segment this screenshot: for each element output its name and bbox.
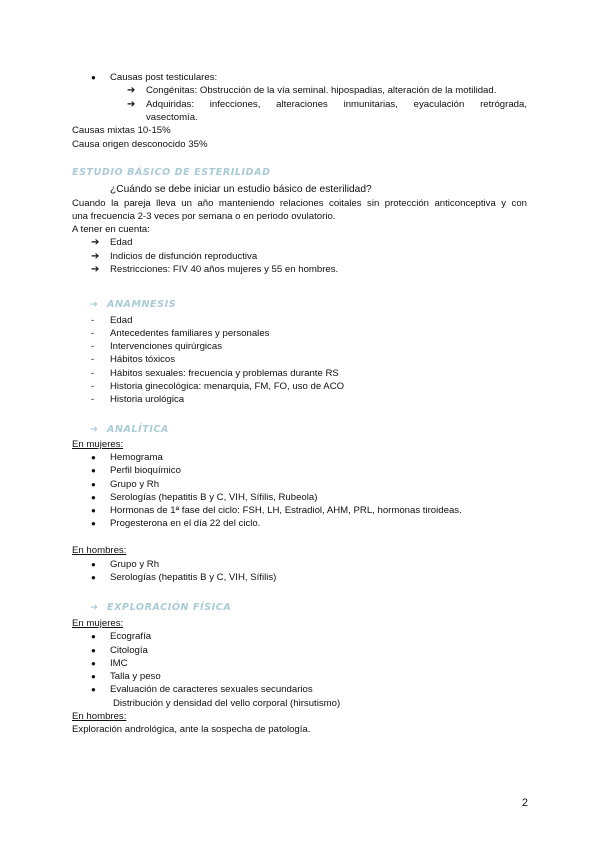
section-heading-analitica: ANALÍTICA xyxy=(107,424,169,435)
post-testicular-title: Causas post testiculares: xyxy=(110,72,218,83)
bullet-icon: ● xyxy=(91,560,96,569)
bullet-icon: ● xyxy=(91,632,96,641)
list-item: Antecedentes familiares y personales xyxy=(110,328,270,339)
arrow-icon: ➔ xyxy=(90,299,99,310)
list-item: Edad xyxy=(110,237,133,248)
arrow-icon: ➔ xyxy=(91,251,100,262)
list-item: Serologías (hepatitis B y C, VIH, Sífilis, Rubeola) xyxy=(110,492,318,503)
list-item: IMC xyxy=(110,658,128,669)
dash-icon: - xyxy=(91,394,95,405)
tener-en-cuenta: A tener en cuenta: xyxy=(72,224,150,235)
hombres-text: Exploración andrológica, ante la sospecha de patología. xyxy=(72,724,311,735)
estudio-paragraph-cont: una frecuencia 2-3 veces por semana o en periodo ovulatorio. xyxy=(72,211,336,222)
list-item: Hábitos sexuales: frecuencia y problemas durante RS xyxy=(110,368,339,379)
hombres-label: En hombres: xyxy=(72,545,127,556)
estudio-question: ¿Cuándo se debe iniciar un estudio básico de esterilidad? xyxy=(110,184,372,195)
list-item: Perfil bioquímico xyxy=(110,465,181,476)
list-item: Grupo y Rh xyxy=(110,559,160,570)
list-item: Indicios de disfunción reproductiva xyxy=(110,251,258,262)
bullet-icon: ● xyxy=(91,519,96,528)
list-item: Hemograma xyxy=(110,452,163,463)
hombres-label: En hombres: xyxy=(72,711,127,722)
arrow-icon: ➔ xyxy=(127,99,136,110)
bullet-icon: ● xyxy=(91,672,96,681)
bullet-icon: ● xyxy=(91,506,96,515)
dash-icon: - xyxy=(91,381,95,392)
list-item: Talla y peso xyxy=(110,671,161,682)
arrow-icon: ➔ xyxy=(90,602,99,613)
bullet-icon: ● xyxy=(91,73,96,82)
bullet-icon: ● xyxy=(91,659,96,668)
list-item: Intervenciones quirúrgicas xyxy=(110,341,222,352)
sub-item: Distribución y densidad del vello corporal (hirsutismo) xyxy=(113,698,341,709)
list-item: Edad xyxy=(110,315,133,326)
congenitas-text: Congénitas: Obstrucción de la vía seminal. hipospadias, alteración de la motilidad. xyxy=(146,85,497,96)
arrow-icon: ➔ xyxy=(91,264,100,275)
causas-mixtas: Causas mixtas 10-15% xyxy=(72,125,171,136)
list-item: Restricciones: FIV 40 años mujeres y 55 en hombres. xyxy=(110,264,339,275)
arrow-icon: ➔ xyxy=(91,237,100,248)
section-heading-estudio: ESTUDIO BÁSICO DE ESTERILIDAD xyxy=(72,167,271,178)
bullet-icon: ● xyxy=(91,480,96,489)
list-item: Citología xyxy=(110,645,148,656)
list-item: Evaluación de caracteres sexuales secundarios xyxy=(110,684,313,695)
bullet-icon: ● xyxy=(91,466,96,475)
estudio-paragraph: Cuando la pareja lleva un año manteniendo relaciones coitales sin protección anticonceptiva y con xyxy=(72,198,527,209)
arrow-icon: ➔ xyxy=(90,424,99,435)
bullet-icon: ● xyxy=(91,493,96,502)
bullet-icon: ● xyxy=(91,646,96,655)
list-item: Hormonas de 1ª fase del ciclo: FSH, LH, Estradiol, AHM, PRL, hormonas tiroideas. xyxy=(110,505,462,516)
mujeres-label: En mujeres: xyxy=(72,439,124,450)
list-item: Progesterona en el día 22 del ciclo. xyxy=(110,518,261,529)
list-item: Historia ginecológica: menarquia, FM, FO, uso de ACO xyxy=(110,381,345,392)
section-heading-exploracion: EXPLORACIÓN FÍSICA xyxy=(107,602,232,613)
bullet-icon: ● xyxy=(91,573,96,582)
list-item: Historia urológica xyxy=(110,394,185,405)
dash-icon: - xyxy=(91,315,95,326)
causa-desconocida: Causa origen desconocido 35% xyxy=(72,139,208,150)
dash-icon: - xyxy=(91,341,95,352)
bullet-icon: ● xyxy=(91,685,96,694)
list-item: Serologías (hepatitis B y C, VIH, Sífilis) xyxy=(110,572,277,583)
dash-icon: - xyxy=(91,328,95,339)
list-item: Grupo y Rh xyxy=(110,479,160,490)
adquiridas-text-cont: vasectomía. xyxy=(146,112,198,123)
list-item: Ecografía xyxy=(110,631,152,642)
dash-icon: - xyxy=(91,354,95,365)
adquiridas-text: Adquiridas: infecciones, alteraciones inmunitarias, eyaculación retrógrada, xyxy=(146,99,527,110)
page-number: 2 xyxy=(521,797,528,809)
list-item: Hábitos tóxicos xyxy=(110,354,176,365)
bullet-icon: ● xyxy=(91,453,96,462)
section-heading-anamnesis: ANAMNESIS xyxy=(107,299,177,310)
arrow-icon: ➔ xyxy=(127,85,136,96)
dash-icon: - xyxy=(91,368,95,379)
mujeres-label: En mujeres: xyxy=(72,618,124,629)
